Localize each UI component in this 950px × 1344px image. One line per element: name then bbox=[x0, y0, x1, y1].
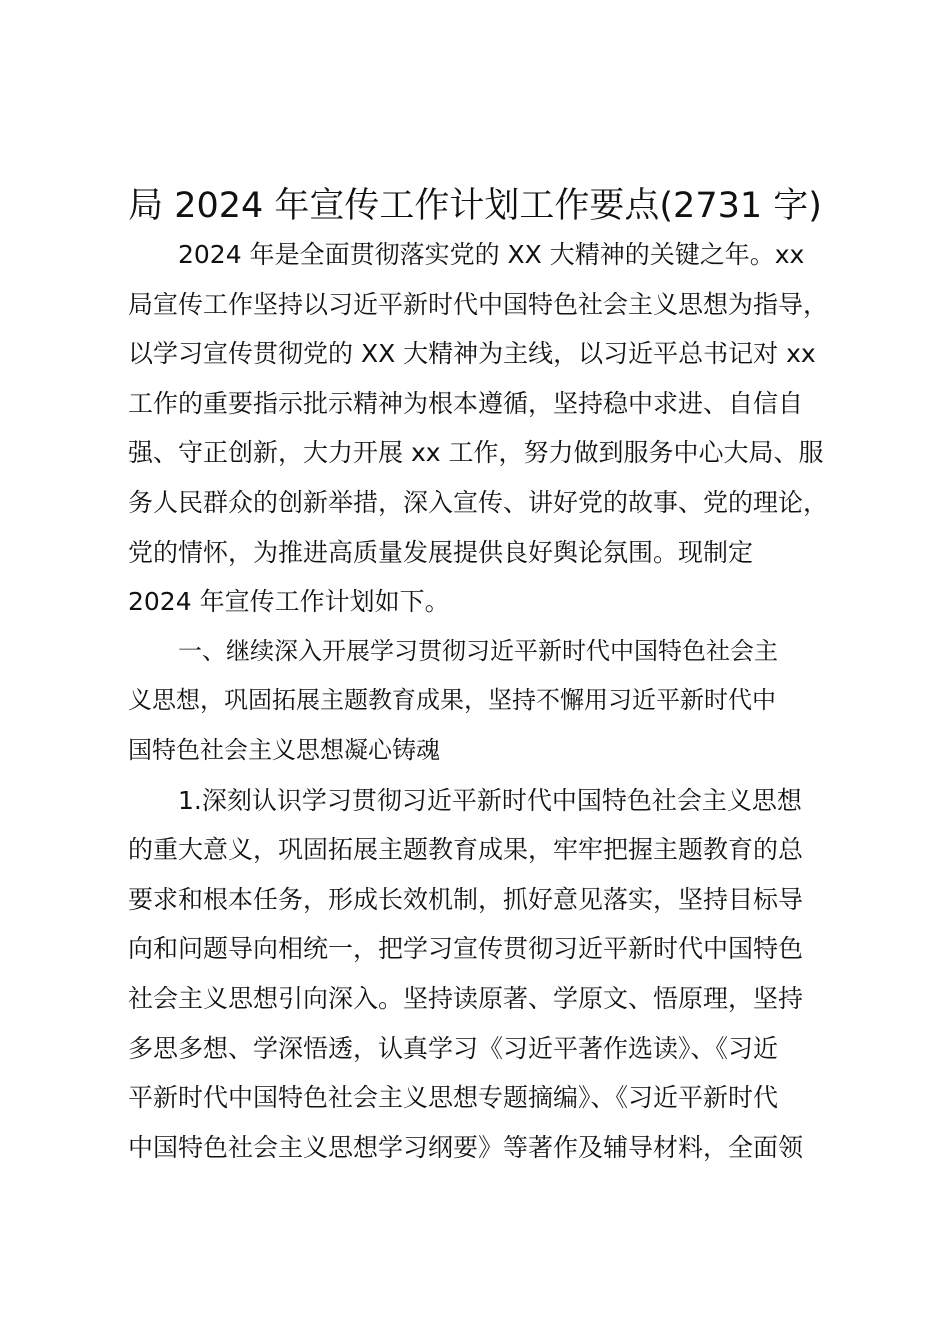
section-heading-line: 义思想，巩固拓展主题教育成果，坚持不懈用习近平新时代中 bbox=[128, 686, 776, 715]
paragraph-line: 工作的重要指示批示精神为根本遵循，坚持稳中求进、自信自 bbox=[128, 388, 804, 418]
paragraph-line: 平新时代中国特色社会主义思想专题摘编》、《习近平新时代 bbox=[128, 1083, 779, 1113]
section-heading-line: 一、继续深入开展学习贯彻习近平新时代中国特色社会主 bbox=[178, 636, 778, 665]
paragraph-line: 2024 年是全面贯彻落实党的 XX 大精神的关键之年。xx bbox=[178, 240, 805, 269]
paragraph-line: 局宣传工作坚持以习近平新时代中国特色社会主义思想为指导， bbox=[128, 289, 829, 319]
paragraph-line: 以学习宣传贯彻党的 XX 大精神为主线，以习近平总书记对 xx bbox=[128, 339, 816, 369]
paragraph-line: 中国特色社会主义思想学习纲要》等著作及辅导材料，全面领 bbox=[128, 1132, 804, 1162]
paragraph-line: 多思多想、学深悟透，认真学习《习近平著作选读》、《习近 bbox=[128, 1033, 779, 1063]
document-body bbox=[128, 230, 828, 1172]
paragraph-line: 向和问题导向相统一，把学习宣传贯彻习近平新时代中国特色 bbox=[128, 934, 804, 964]
paragraph-line: 强、守正创新，大力开展 xx 工作，努力做到服务中心大局、服 bbox=[128, 438, 824, 468]
paragraph-line: 的重大意义，巩固拓展主题教育成果，牢牢把握主题教育的总 bbox=[128, 835, 804, 865]
paragraph-line: 1.深刻认识学习贯彻习近平新时代中国特色社会主义思想 bbox=[178, 785, 802, 815]
document-title: 局 2024 年宣传工作计划工作要点(2731 字) bbox=[128, 186, 822, 226]
paragraph-line: 务人民群众的创新举措，深入宣传、讲好党的故事、党的理论， bbox=[128, 487, 829, 517]
paragraph-line: 党的情怀，为推进高质量发展提供良好舆论氛围。现制定 bbox=[128, 537, 754, 567]
section-heading-line: 国特色社会主义思想凝心铸魂 bbox=[128, 735, 440, 764]
paragraph-line: 2024 年宣传工作计划如下。 bbox=[128, 587, 450, 617]
paragraph-line: 社会主义思想引向深入。坚持读原著、学原文、悟原理，坚持 bbox=[128, 983, 804, 1013]
paragraph-line: 要求和根本任务，形成长效机制，抓好意见落实，坚持目标导 bbox=[128, 884, 804, 914]
